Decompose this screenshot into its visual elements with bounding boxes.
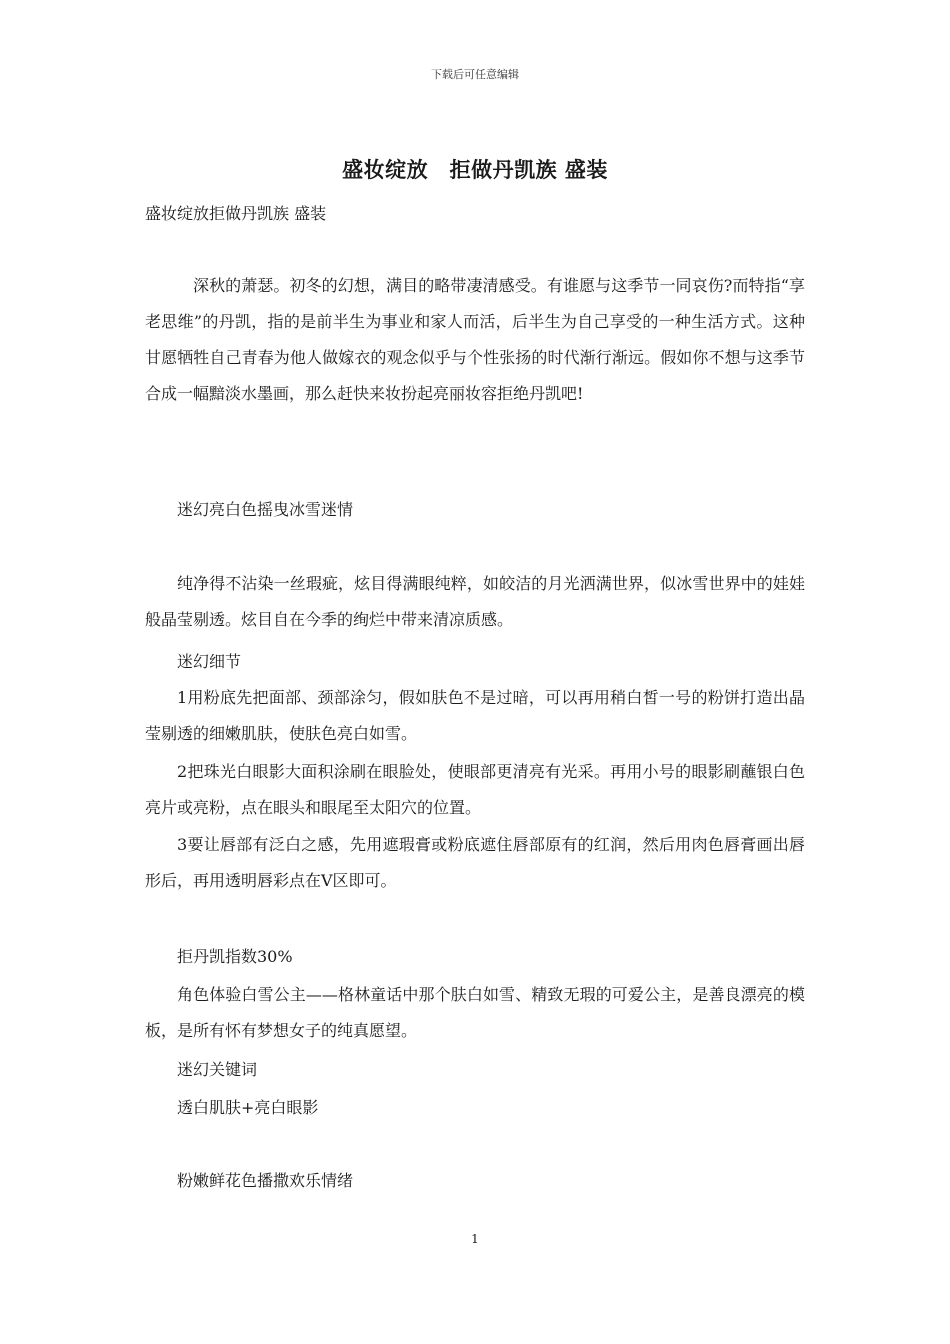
document-title: 盛妆绽放 拒做丹凯族 盛装 [342, 157, 608, 182]
keywords-heading: 迷幻关键词 [177, 1060, 258, 1079]
page-number: 1 [471, 1232, 479, 1246]
keywords-line: 透白肌肤+亮白眼影 [177, 1098, 319, 1117]
section-heading-pink: 粉嫩鲜花色播撒欢乐情绪 [177, 1171, 354, 1190]
header-note: 下载后可任意编辑 [431, 68, 519, 81]
section-heading-white: 迷幻亮白色摇曳冰雪迷情 [177, 500, 354, 519]
detail-item-2: 2把珠光白眼影大面积涂刷在眼脸处，使眼部更清亮有光采。再用小号的眼影刷蘸银白色亮片或亮粉，点在眼头和眼尾至太阳穴的位置。 [145, 762, 805, 817]
detail-item-3: 3要让唇部有泛白之感，先用遮瑕膏或粉底遮住唇部原有的红润，然后用肉色唇膏画出唇形后，再用透明唇彩点在V区即可。 [145, 835, 805, 890]
section-white-description: 纯净得不沾染一丝瑕疵，炫目得满眼纯粹，如皎洁的月光洒满世界，似冰雪世界中的娃娃般晶莹剔透。炫目自在今季的绚烂中带来清凉质感。 [145, 574, 805, 629]
detail-item-1: 1用粉底先把面部、颈部涂匀，假如肤色不是过暗，可以再用稍白皙一号的粉饼打造出晶莹剔透的细嫩肌肤，使肤色亮白如雪。 [145, 688, 805, 743]
details-heading: 迷幻细节 [177, 652, 242, 671]
intro-paragraph: 深秋的萧瑟。初冬的幻想，满目的略带凄清感受。有谁愿与这季节一同哀伤?而特指“享老思维”的丹凯，指的是前半生为事业和家人而活，后半生为自己享受的一种生活方式。这种甘愿牺牲自己青春为他人做嫁衣的观念似乎与个性张扬的时代渐行渐远。假如你不想与这季节合成一幅黯淡水墨画，那么赶快来妆扮起亮丽妆容拒绝丹凯吧! [145, 276, 805, 403]
role-play-paragraph: 角色体验白雪公主——格林童话中那个肤白如雪、精致无瑕的可爱公主，是善良漂亮的模板，是所有怀有梦想女子的纯真愿望。 [145, 985, 805, 1040]
document-subtitle: 盛妆绽放拒做丹凯族 盛装 [145, 204, 327, 223]
anti-dinky-index: 拒丹凯指数30% [177, 947, 293, 966]
